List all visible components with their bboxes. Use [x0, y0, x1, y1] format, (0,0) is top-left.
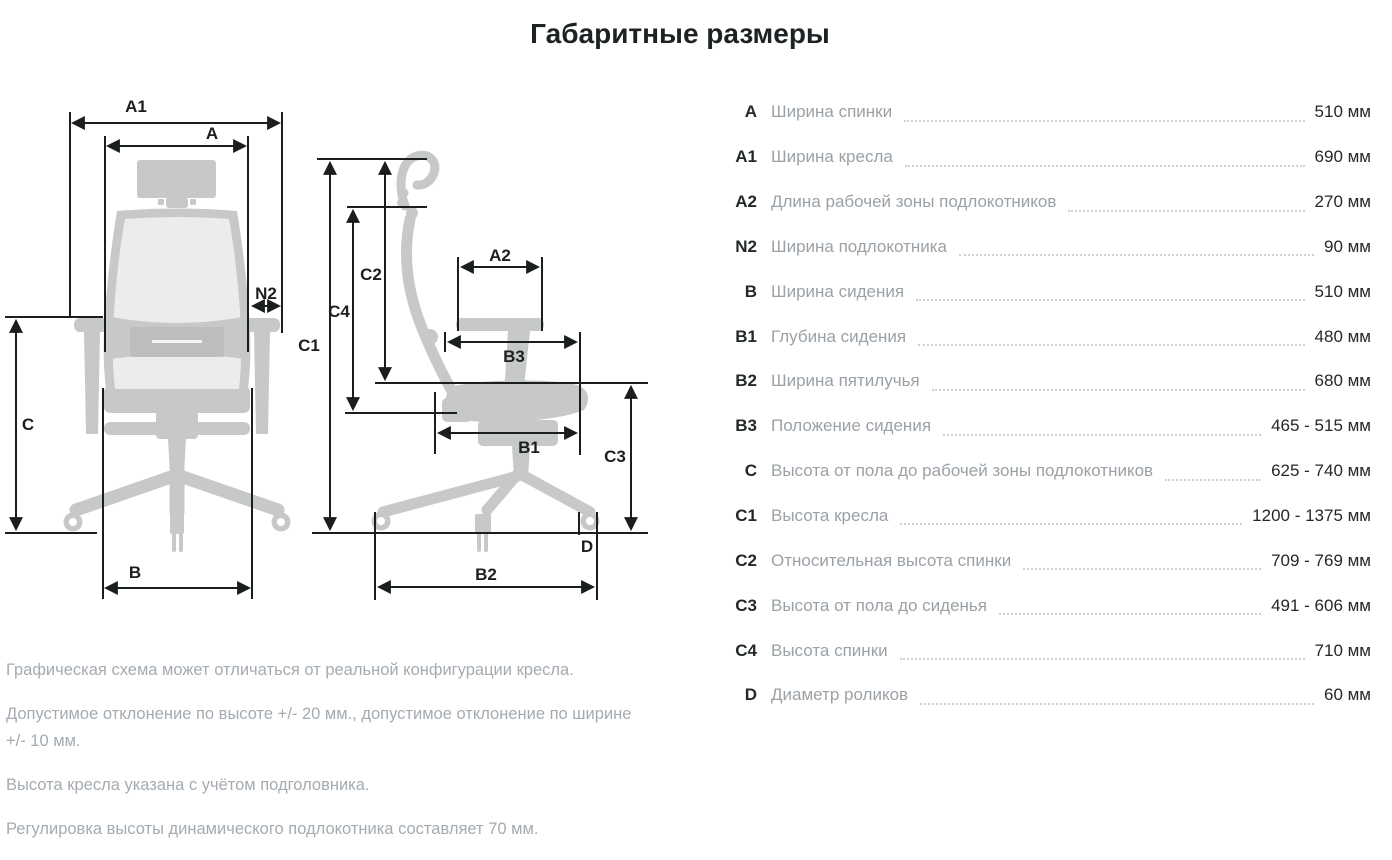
page-title: Габаритные размеры	[530, 17, 830, 49]
table-row	[733, 673, 1371, 718]
dimension-name: Высота спинки	[771, 640, 888, 660]
dimension-name: Ширина кресла	[771, 147, 893, 167]
headrest	[137, 160, 216, 198]
note: Графическая схема может отличаться от реальной конфигурации кресла.	[6, 661, 574, 679]
backrest-mesh	[113, 217, 242, 389]
armrest-left-pad	[74, 318, 108, 332]
leader-dots	[904, 120, 1304, 122]
dimension-name: Высота от пола до рабочей зоны подлокотников	[771, 461, 1154, 481]
label-a1: A1	[125, 97, 147, 116]
dimension-code: C4	[735, 640, 757, 660]
front-view-drawing	[64, 160, 291, 552]
dimension-table	[733, 90, 1371, 718]
dimension-code: N2	[735, 236, 757, 256]
dimension-name: Ширина пятилучья	[771, 371, 920, 391]
footnotes	[6, 657, 636, 860]
chair-dimension-diagram	[0, 0, 700, 660]
dimension-value: 480 мм	[1314, 326, 1371, 346]
note: Высота кресла указана с учётом подголовника.	[6, 776, 370, 794]
table-row	[733, 180, 1371, 225]
leader-dots	[920, 703, 1314, 705]
dimension-code: B2	[735, 371, 757, 391]
side-dimension-lines	[312, 159, 648, 600]
leader-dots	[959, 254, 1314, 256]
dimension-value: 510 мм	[1314, 102, 1371, 122]
lumbar-knob	[422, 329, 438, 345]
table-row	[733, 583, 1371, 628]
leader-dots	[1023, 568, 1261, 570]
dimension-code: C2	[735, 550, 757, 570]
dimension-value: 491 - 606 мм	[1271, 595, 1371, 615]
armrest-right-pad	[246, 318, 280, 332]
dimension-value: 690 мм	[1314, 147, 1371, 167]
dimension-value: 465 - 515 мм	[1271, 416, 1371, 436]
dimension-code: C1	[735, 506, 757, 526]
leader-dots	[1165, 479, 1261, 481]
dimension-value: 710 мм	[1314, 640, 1371, 660]
side-view-drawing	[372, 155, 600, 552]
dimension-code: B3	[735, 416, 757, 436]
label-b1: B1	[518, 438, 540, 457]
leader-dots	[916, 299, 1304, 301]
note: Регулировка высоты динамического подлокотника составляет 70 мм.	[6, 820, 539, 838]
label-c4: C4	[328, 302, 350, 321]
leader-dots	[932, 389, 1305, 391]
dimension-value: 1200 - 1375 мм	[1252, 506, 1371, 526]
dimension-code: B1	[735, 326, 757, 346]
label-c1: C1	[298, 336, 320, 355]
dimension-code: A	[744, 102, 757, 122]
label-d: D	[580, 537, 594, 556]
dimension-code: A2	[735, 192, 757, 212]
leader-dots	[943, 434, 1261, 436]
label-c2: C2	[360, 265, 382, 284]
table-row	[733, 225, 1371, 270]
armrest-pad-side	[456, 318, 544, 331]
dimension-name: Диаметр роликов	[771, 685, 909, 705]
dimension-name: Высота кресла	[771, 506, 889, 526]
table-row	[733, 538, 1371, 583]
dimension-value: 60 мм	[1323, 685, 1371, 705]
dimension-value: 90 мм	[1323, 236, 1371, 256]
headrest-profile	[401, 155, 435, 206]
dimension-code: D	[744, 685, 757, 705]
table-row	[733, 494, 1371, 539]
dimension-code: C	[744, 461, 757, 481]
table-row	[733, 269, 1371, 314]
armrest-left-post	[84, 332, 100, 434]
note: Допустимое отклонение по высоте +/- 20 мм., допустимое отклонение по ширине +/- 10 мм.	[6, 705, 632, 750]
dimension-name: Длина рабочей зоны подлокотников	[771, 192, 1057, 212]
table-row	[733, 449, 1371, 494]
dimension-name: Положение сидения	[771, 416, 932, 436]
dimension-code: C3	[735, 595, 757, 615]
label-a: A	[205, 124, 219, 143]
table-row	[733, 90, 1371, 135]
label-a2: A2	[489, 246, 511, 265]
dimension-value: 709 - 769 мм	[1271, 550, 1371, 570]
table-row	[733, 404, 1371, 449]
seat	[104, 386, 250, 413]
dimension-value: 680 мм	[1314, 371, 1371, 391]
leader-dots	[918, 344, 1304, 346]
armrest-right-post	[254, 332, 270, 434]
dimension-value: 510 мм	[1314, 281, 1371, 301]
leader-dots	[905, 165, 1305, 167]
table-row	[733, 628, 1371, 673]
leader-dots	[900, 523, 1242, 525]
dimension-code: A1	[735, 147, 757, 167]
label-b: B	[128, 563, 142, 582]
leader-dots	[900, 658, 1305, 660]
dimension-value: 270 мм	[1314, 192, 1371, 212]
label-n2: N2	[255, 284, 277, 303]
dimension-code: B	[744, 281, 757, 301]
leader-dots	[999, 613, 1261, 615]
dimension-value: 625 - 740 мм	[1271, 461, 1371, 481]
dimension-name: Ширина спинки	[771, 102, 893, 122]
leader-dots	[1068, 210, 1304, 212]
label-b3: B3	[503, 347, 525, 366]
dimension-name: Ширина сидения	[771, 281, 905, 301]
table-row	[733, 359, 1371, 404]
table-row	[733, 135, 1371, 180]
dimension-name: Глубина сидения	[771, 326, 907, 346]
dimension-name: Относительная высота спинки	[771, 550, 1012, 570]
dimension-name: Высота от пола до сиденья	[771, 595, 987, 615]
label-c: C	[21, 415, 35, 434]
label-c3: C3	[604, 447, 626, 466]
backrest-profile	[406, 219, 452, 391]
dimension-name: Ширина подлокотника	[771, 236, 948, 256]
label-b2: B2	[475, 565, 497, 584]
table-row	[733, 314, 1371, 359]
